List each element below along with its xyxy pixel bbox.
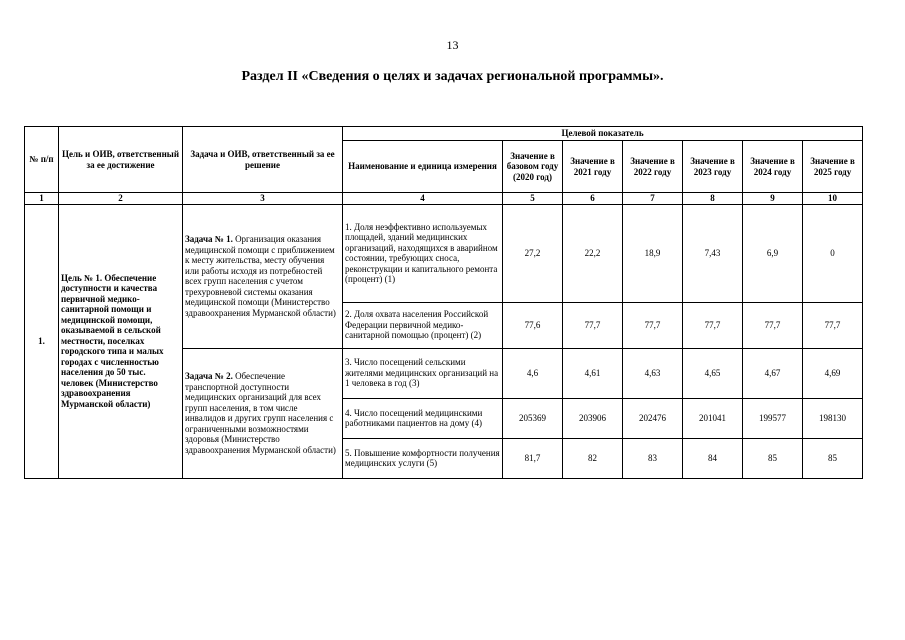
indicator-value: 4,63 (623, 348, 683, 398)
header-num: № п/п (25, 127, 59, 193)
page-number: 13 (446, 38, 459, 52)
indicator-value: 22,2 (563, 204, 623, 302)
header-task: Задача и ОИВ, ответственный за ее решение (183, 127, 343, 193)
indicator-value: 202476 (623, 398, 683, 438)
goal-cell: Цель № 1. Обеспечение доступности и качества первичной медико-санитарной помощи и медицинской помощи, оказываемой в сельской местности, поселках городского типа и малых городах с численностью населения до 50 тыс. человек (Министерство здравоохранения Мурманской области) (59, 204, 183, 478)
task-text: Организация оказания медицинской помощи с приближением к месту жительства, месту обучения или работы исходя из потребностей всех групп населения с учетом трехуровневой системы оказания медицинской помощи (Министерство здравоохранения Мурманской области) (185, 234, 336, 318)
indicator-value: 77,7 (683, 302, 743, 348)
indicator-value: 85 (803, 438, 863, 478)
indicator-value: 7,43 (683, 204, 743, 302)
indicator-value: 77,7 (623, 302, 683, 348)
indicator-name: 5. Повышение комфортности получения медицинских услуги (5) (343, 438, 503, 478)
table-row (25, 204, 863, 302)
col-number: 7 (623, 193, 683, 205)
indicator-value: 83 (623, 438, 683, 478)
indicator-value: 199577 (743, 398, 803, 438)
col-number: 3 (183, 193, 343, 205)
indicator-value: 84 (683, 438, 743, 478)
indicator-name: 3. Число посещений сельскими жителями медицинских организаций на 1 человека в год (3) (343, 348, 503, 398)
indicator-value: 27,2 (503, 204, 563, 302)
indicator-value: 203906 (563, 398, 623, 438)
task-title: Задача № 1. (185, 234, 233, 244)
indicator-value: 77,7 (743, 302, 803, 348)
header-base-value: Значение в базовом году (2020 год) (503, 141, 563, 193)
indicator-value: 18,9 (623, 204, 683, 302)
indicator-value: 198130 (803, 398, 863, 438)
indicator-value: 4,67 (743, 348, 803, 398)
indicator-value: 85 (743, 438, 803, 478)
header-year-2021: Значение в 2021 году (563, 141, 623, 193)
header-row-1 (25, 127, 863, 141)
header-year-2023: Значение в 2023 году (683, 141, 743, 193)
header-year-2025: Значение в 2025 году (803, 141, 863, 193)
row-number: 1. (25, 204, 59, 478)
col-number: 4 (343, 193, 503, 205)
indicator-value: 4,6 (503, 348, 563, 398)
section-title: Раздел II «Сведения о целях и задачах региональной программы». (241, 69, 664, 84)
col-number: 2 (59, 193, 183, 205)
indicator-value: 4,69 (803, 348, 863, 398)
col-number: 8 (683, 193, 743, 205)
task-cell-1 (183, 204, 343, 348)
indicator-value: 4,61 (563, 348, 623, 398)
header-year-2022: Значение в 2022 году (623, 141, 683, 193)
indicator-name: 4. Число посещений медицинскими работниками пациентов на дому (4) (343, 398, 503, 438)
goals-table (24, 126, 863, 479)
indicator-value: 77,7 (803, 302, 863, 348)
indicator-value: 77,7 (563, 302, 623, 348)
indicator-value: 205369 (503, 398, 563, 438)
col-number: 9 (743, 193, 803, 205)
indicator-value: 4,65 (683, 348, 743, 398)
col-number: 10 (803, 193, 863, 205)
task-title: Задача № 2. (185, 371, 233, 381)
column-numbers-row (25, 193, 863, 205)
task-text: Обеспечение транспортной доступности медицинских организаций для всех групп населения, в том числе инвалидов и других групп населения с ограниченными возможностями здоровья (Министерство здравоохранения Мурманской области) (185, 371, 336, 455)
indicator-value: 6,9 (743, 204, 803, 302)
indicator-value: 82 (563, 438, 623, 478)
header-goal: Цель и ОИВ, ответственный за ее достижение (59, 127, 183, 193)
header-target: Целевой показатель (343, 127, 863, 141)
indicator-value: 201041 (683, 398, 743, 438)
header-year-2024: Значение в 2024 году (743, 141, 803, 193)
indicator-value: 0 (803, 204, 863, 302)
task-cell-2 (183, 348, 343, 478)
col-number: 1 (25, 193, 59, 205)
col-number: 6 (563, 193, 623, 205)
indicator-value: 81,7 (503, 438, 563, 478)
col-number: 5 (503, 193, 563, 205)
indicator-value: 77,6 (503, 302, 563, 348)
header-indicator-name: Наименование и единица измерения (343, 141, 503, 193)
indicator-name: 1. Доля неэффективно используемых площадей, зданий медицинских организаций, находящихся в аварийном состоянии, требующих сноса, реконструкции и капитального ремонта (процент) (1) (343, 204, 503, 302)
indicator-name: 2. Доля охвата населения Российской Федерации первичной медико-санитарной помощью (процент) (2) (343, 302, 503, 348)
